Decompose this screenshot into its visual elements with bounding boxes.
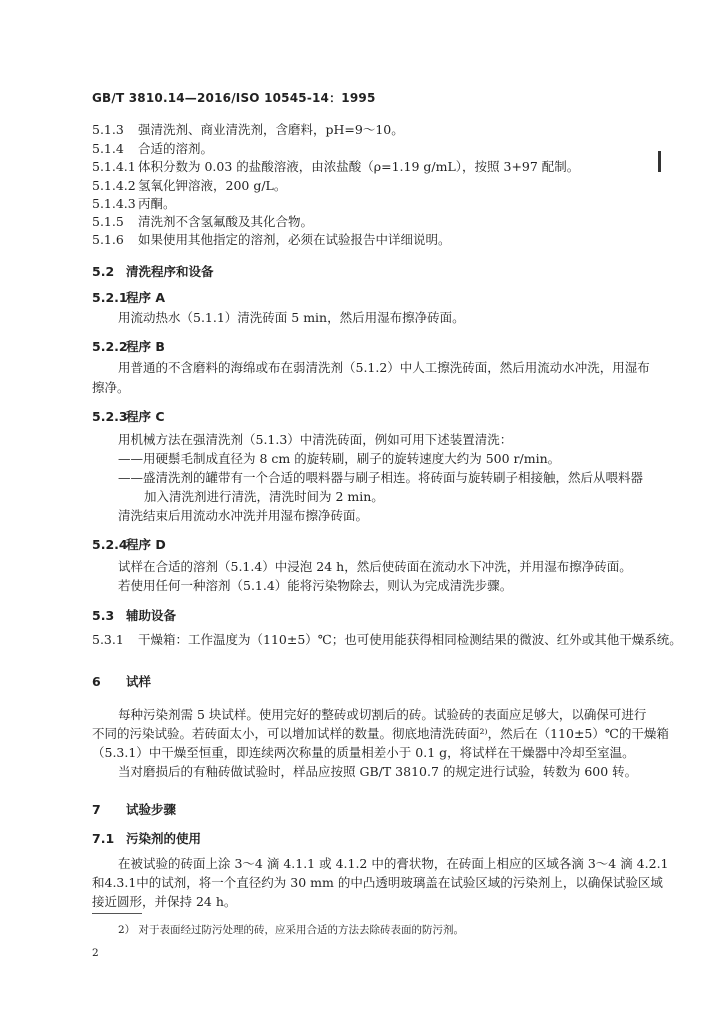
dash-item-continuation: 加入清洗剂进行清洗，清洗时间为 2 min。 (144, 489, 384, 504)
clause-5-1-5 (92, 214, 313, 230)
standard-header: GB/T 3810.14—2016/ISO 10545-14：1995 (92, 91, 376, 105)
clause-number: 5.1.4 (92, 141, 124, 156)
clause-number: 5.1.4.3 (92, 196, 136, 211)
section-number: 7.1 (92, 831, 115, 846)
paragraph: 清洗结束后用流动水冲洗并用湿布擦净砖面。 (118, 508, 369, 523)
section-6-heading (92, 672, 151, 690)
margin-mark (658, 151, 661, 172)
section-number: 5.2 (92, 264, 115, 279)
paragraph-line: 用普通的不含磨料的海绵或布在弱清洗剂（5.1.2）中人工擦洗砖面，然后用流动水冲洗，用湿布 (118, 360, 650, 375)
paragraph-line: 在被试验的砖面上涂 3～4 滴 4.1.1 或 4.1.2 中的膏状物，在砖面上相应的区域各滴 3～4 滴 4.2.1 (118, 856, 669, 871)
section-5-2-heading (92, 262, 214, 280)
section-number: 6 (92, 674, 101, 689)
clause-number: 5.1.6 (92, 232, 124, 247)
footnote: 2） 对于表面经过防污处理的砖，应采用合适的方法去除砖表面的防污剂。 (118, 924, 465, 936)
section-title: 辅助设备 (126, 608, 177, 623)
paragraph-line: （5.3.1）中干燥至恒重，即连续两次称量的质量相差小于 0.1 g，将试样在干燥器中冷却至室温。 (92, 745, 635, 760)
clause-5-1-4-1 (92, 159, 579, 175)
section-7-1-heading (92, 829, 201, 847)
clause-text: 强清洗剂、商业清洗剂，含磨料，pH=9～10。 (138, 122, 404, 137)
page-number: 2 (92, 947, 99, 959)
section-title: 程序 A (126, 290, 166, 305)
clause-number: 5.1.4.1 (92, 159, 136, 174)
dash-item: ——用硬鬃毛制成直径为 8 cm 的旋转刷，刷子的旋转速度大约为 500 r/min。 (118, 451, 561, 466)
clause-text: 干燥箱：工作温度为（110±5）℃；也可使用能获得相同检测结果的微波、红外或其他干燥系统。 (138, 632, 682, 647)
section-title: 程序 D (126, 537, 166, 552)
section-number: 5.2.3 (92, 409, 128, 424)
clause-text: 丙酮。 (138, 196, 176, 211)
paragraph: 试样在合适的溶剂（5.1.4）中浸泡 24 h，然后使砖面在流动水下冲洗，并用湿布擦净砖面。 (118, 559, 632, 574)
dash-item: ——盛清洗剂的罐带有一个合适的喂料器与刷子相连。将砖面与旋转刷子相接触，然后从喂料器 (118, 470, 644, 485)
section-title: 清洗程序和设备 (126, 264, 214, 279)
clause-5-1-3 (92, 122, 404, 138)
section-number: 5.2.2 (92, 339, 128, 354)
clause-number: 5.1.4.2 (92, 178, 136, 193)
section-5-3-heading (92, 606, 176, 624)
section-number: 5.3 (92, 608, 115, 623)
clause-5-1-4 (92, 141, 213, 157)
footnote-separator (92, 913, 142, 914)
section-title: 试样 (126, 674, 152, 689)
section-5-2-2-heading (92, 337, 165, 355)
paragraph: 用流动热水（5.1.1）清洗砖面 5 min，然后用湿布擦净砖面。 (118, 310, 465, 325)
clause-number: 5.3.1 (92, 632, 124, 647)
paragraph-line: 接近圆形，并保持 24 h。 (92, 894, 237, 909)
clause-text: 清洗剂不含氢氟酸及其化合物。 (138, 214, 314, 229)
section-number: 7 (92, 802, 101, 817)
paragraph-line: 不同的污染试验。若砖面太小，可以增加试样的数量。彻底地清洗砖面²⁾，然后在（110±5）℃的干燥箱 (92, 726, 669, 741)
paragraph-line: 当对磨损后的有釉砖做试验时，样品应按照 GB/T 3810.7 的规定进行试验，转数为 600 转。 (118, 764, 638, 779)
paragraph-line: 和4.3.1中的试剂，将一个直径约为 30 mm 的中凸透明玻璃盖在试验区域的污染剂上，以确保试验区域 (92, 875, 663, 890)
paragraph-line: 每种污染剂需 5 块试样。使用完好的整砖或切割后的砖。试验砖的表面应足够大，以确保可进行 (118, 707, 647, 722)
section-5-2-1-heading (92, 288, 165, 306)
paragraph: 若使用任何一种溶剂（5.1.4）能将污染物除去，则认为完成清洗步骤。 (118, 578, 513, 593)
clause-number: 5.1.5 (92, 214, 124, 229)
clause-text: 合适的溶剂。 (138, 141, 214, 156)
clause-5-1-4-2 (92, 178, 286, 194)
section-title: 程序 C (126, 409, 165, 424)
section-5-2-4-heading (92, 535, 166, 553)
clause-text: 如果使用其他指定的溶剂，必须在试验报告中详细说明。 (138, 232, 451, 247)
section-title: 程序 B (126, 339, 165, 354)
clause-text: 体积分数为 0.03 的盐酸溶液，由浓盐酸（ρ=1.19 g/mL），按照 3+97 配制。 (138, 159, 580, 174)
section-number: 5.2.4 (92, 537, 128, 552)
paragraph-line: 擦净。 (92, 380, 130, 395)
clause-text: 氢氧化钾溶液，200 g/L。 (138, 178, 287, 193)
clause-number: 5.1.3 (92, 122, 124, 137)
section-7-heading (92, 800, 176, 818)
paragraph: 用机械方法在强清洗剂（5.1.3）中清洗砖面，例如可用下述装置清洗： (118, 432, 513, 447)
clause-5-3-1 (92, 632, 682, 648)
clause-5-1-4-3 (92, 196, 176, 212)
section-title: 试验步骤 (126, 802, 177, 817)
clause-5-1-6 (92, 232, 451, 248)
section-number: 5.2.1 (92, 290, 128, 305)
section-5-2-3-heading (92, 407, 165, 425)
section-title: 污染剂的使用 (126, 831, 202, 846)
